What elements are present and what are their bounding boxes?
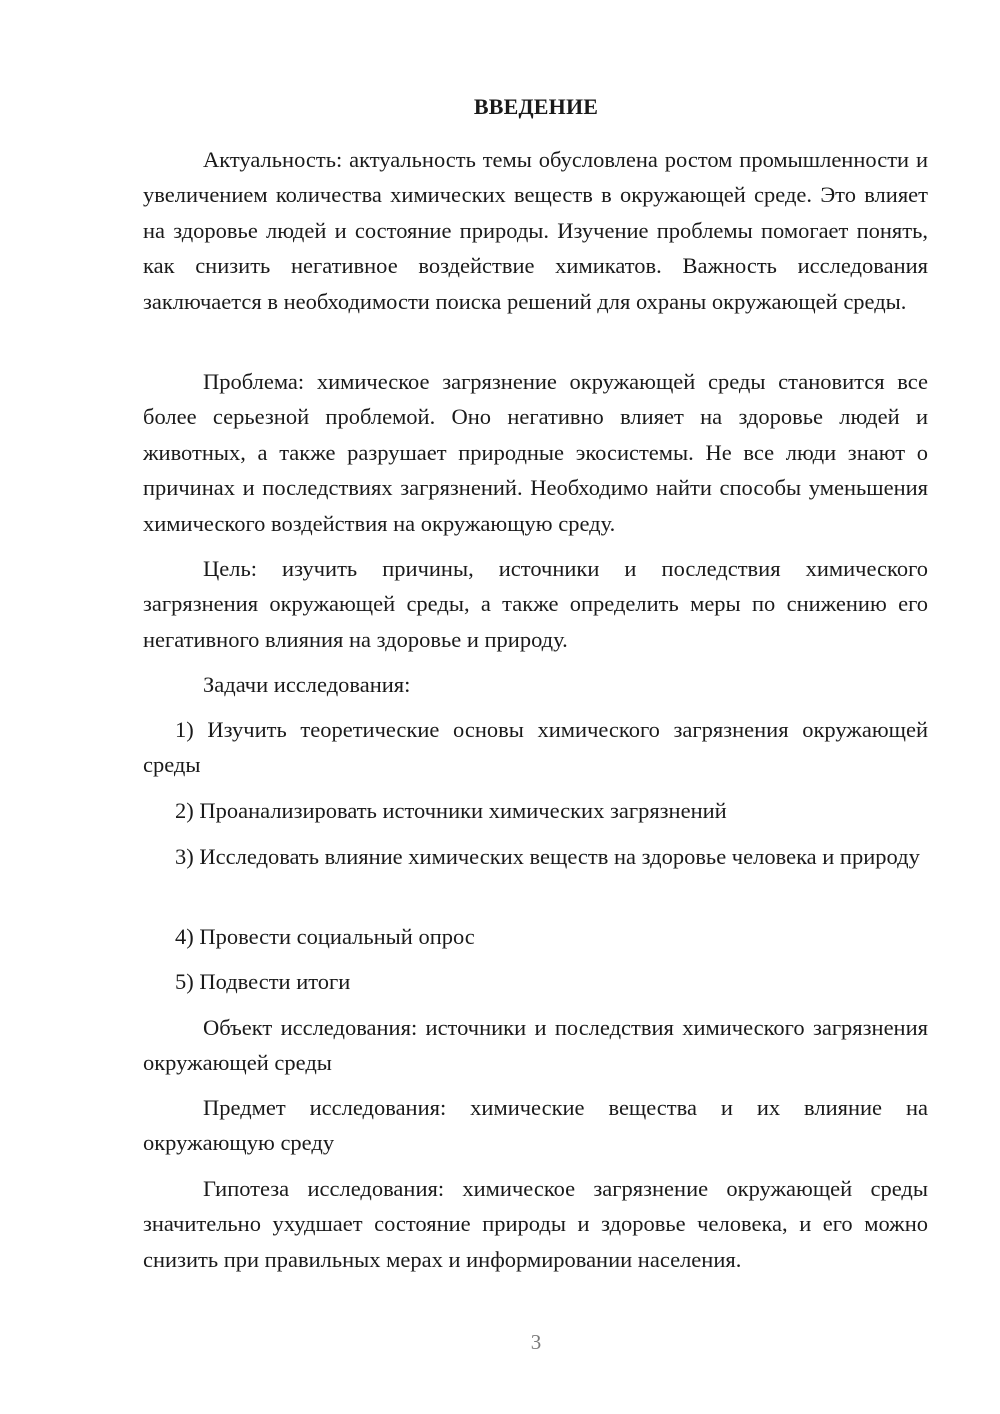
tasks-heading: Задачи исследования: bbox=[203, 672, 411, 697]
hypothesis-paragraph: Гипотеза исследования: химическое загрязнение окружающей среды значительно ухудшает состояние природы и здоровье человека, и его можно снизить при правильных мерах и информировании населения. bbox=[143, 1176, 928, 1272]
object-paragraph: Объект исследования: источники и последствия химического загрязнения окружающей среды bbox=[143, 1015, 928, 1076]
task-item: 2) Проанализировать источники химических загрязнений bbox=[175, 798, 727, 823]
task-item: 1) Изучить теоретические основы химического загрязнения окружающей среды bbox=[143, 717, 928, 778]
page-number: 3 bbox=[530, 1330, 542, 1354]
task-item: 5) Подвести итоги bbox=[175, 969, 351, 994]
subject-paragraph: Предмет исследования: химические вещества и их влияние на окружающую среду bbox=[143, 1095, 928, 1156]
task-item: 3) Исследовать влияние химических веществ на здоровье человека и природу bbox=[175, 844, 920, 869]
problem-paragraph: Проблема: химическое загрязнение окружающей среды становится все более серьезной проблемой. Оно негативно влияет на здоровье людей и животных, а также разрушает природные экосистемы. Не все люди знают о причинах и последствиях загрязнений. Необходимо найти способы уменьшения химического воздействия на окружающую среду. bbox=[143, 369, 928, 536]
relevance-paragraph: Актуальность: актуальность темы обусловлена ростом промышленности и увеличением количества химических веществ в окружающей среде. Это влияет на здоровье людей и состояние природы. Изучение проблемы помогает понять, как снизить негативное воздействие химикатов. Важность исследования заключается в необходимости поиска решений для охраны окружающей среды. bbox=[143, 147, 928, 314]
page-title: ВВЕДЕНИЕ bbox=[473, 94, 599, 119]
task-item: 4) Провести социальный опрос bbox=[175, 924, 475, 949]
goal-paragraph: Цель: изучить причины, источники и последствия химического загрязнения окружающей среды, а также определить меры по снижению его негативного влияния на здоровье и природу. bbox=[143, 556, 928, 652]
